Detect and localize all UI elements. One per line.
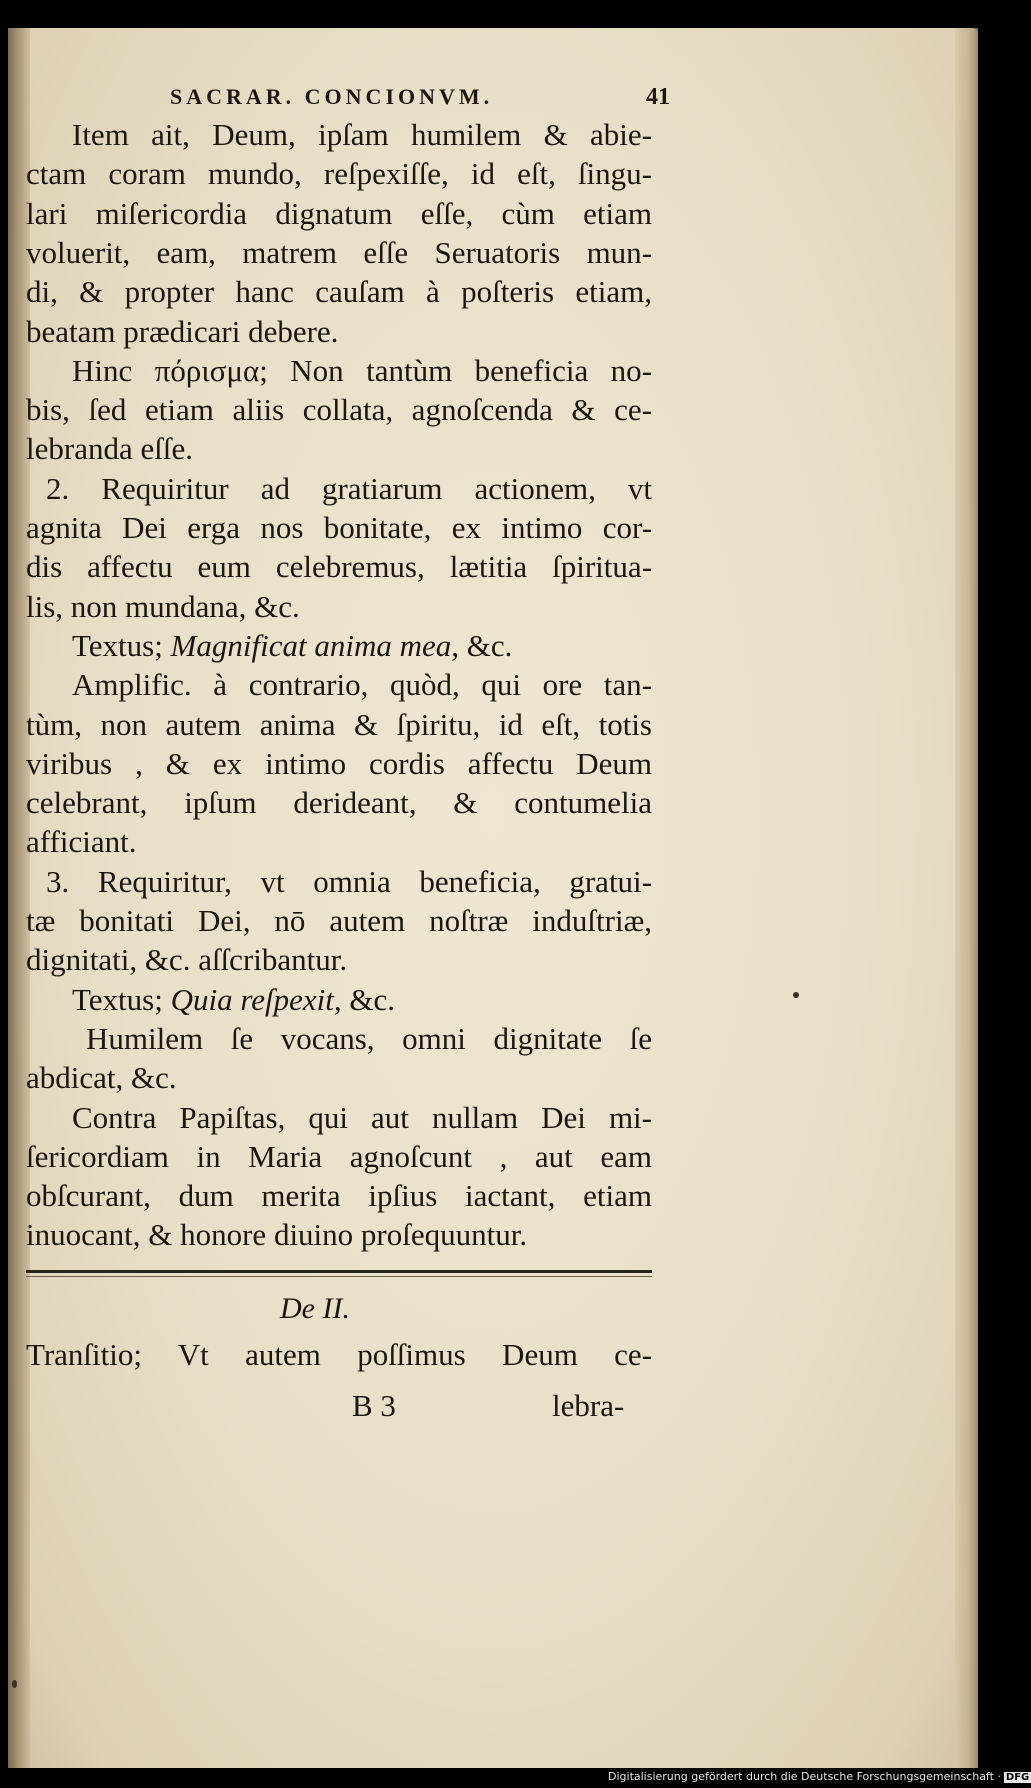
text-line: abdicat, &c.: [26, 1060, 177, 1096]
text-line: afficiant.: [26, 824, 137, 860]
text-line: dis affectu eum celebremus, lætitia ſpiritua-: [26, 549, 652, 585]
text-line: ctam coram mundo, reſpexiſſe, id eſt, ſingu-: [26, 156, 652, 192]
text-line: Amplific. à contrario, quòd, qui ore tan-: [72, 667, 652, 703]
section-rule-thin: [26, 1276, 652, 1277]
text-line: inuocant, & honore diuino proſequuntur.: [26, 1217, 528, 1253]
credit-text: Digitalisierung gefördert durch die Deutsche Forschungsgemeinschaft ·: [608, 1770, 1001, 1783]
text-line: beatam prædicari debere.: [26, 313, 339, 349]
text-line: 3. Requiritur, vt omnia beneficia, gratui-: [46, 863, 652, 899]
page-outer-edge: [955, 28, 978, 1768]
text-line: Item ait, Deum, ipſam humilem & abie-: [72, 117, 652, 152]
text-line: agnita Dei erga nos bonitate, ex intimo cor-: [26, 510, 652, 545]
text-line: di, & propter hanc cauſam à poſteris etiam,: [26, 274, 652, 310]
text-line: Contra Papiſtas, qui aut nullam Dei mi-: [72, 1099, 652, 1135]
text-line: obſcurant, dum merita ipſius iactant, etiam: [26, 1178, 652, 1214]
running-title: SACRAR. CONCIONVM.: [170, 84, 494, 109]
section-heading: De II.: [280, 1292, 350, 1325]
text-line: dignitati, &c. aſſcribantur.: [26, 942, 348, 978]
text-line: Textus; Magnificat anima mea, &c.: [72, 627, 513, 663]
text-line: lis, non mundana, &c.: [26, 588, 300, 624]
text-line: 2. Requiritur ad gratiarum actionem, vt: [46, 470, 652, 506]
text-line: Hinc πόρισμα; Non tantùm beneficia no-: [72, 352, 652, 388]
text-line: bis, ſed etiam aliis collata, agnoſcenda & ce-: [26, 392, 652, 428]
text-line: Textus; Quia reſpexit, &c.: [72, 981, 395, 1017]
text-line: viribus , & ex intimo cordis affectu Deum: [26, 745, 652, 781]
text-line: lari miſericordia dignatum eſſe, cùm etiam: [26, 195, 652, 231]
page-footer-marks: [26, 1388, 652, 1428]
digitization-credit: [608, 1770, 1031, 1783]
text-line: tùm, non autem anima & ſpiritu, id eſt, totis: [26, 706, 652, 742]
transition-line: Tranſitio; Vt autem poſſimus Deum ce-: [26, 1337, 652, 1372]
signature-mark: B 3: [352, 1388, 396, 1423]
text-line: lebranda eſſe.: [26, 431, 193, 467]
text-line: tæ bonitati Dei, nō autem noſtræ induſtriæ,: [26, 903, 652, 938]
ink-spot: [793, 992, 799, 998]
section-rule: [26, 1270, 652, 1273]
text-line: voluerit, eam, matrem eſſe Seruatoris mun-: [26, 234, 652, 270]
dfg-logo: DFG: [1005, 1772, 1030, 1783]
folio-number: 41: [646, 84, 670, 110]
catchword: lebra-: [552, 1388, 625, 1423]
text-line: ſericordiam in Maria agnoſcunt , aut eam: [26, 1138, 652, 1174]
text-line: Humilem ſe vocans, omni dignitate ſe: [86, 1020, 652, 1056]
text-line: celebrant, ipſum derideant, & contumelia: [26, 785, 652, 821]
ink-spot: [12, 1680, 17, 1688]
running-header: [170, 84, 670, 111]
